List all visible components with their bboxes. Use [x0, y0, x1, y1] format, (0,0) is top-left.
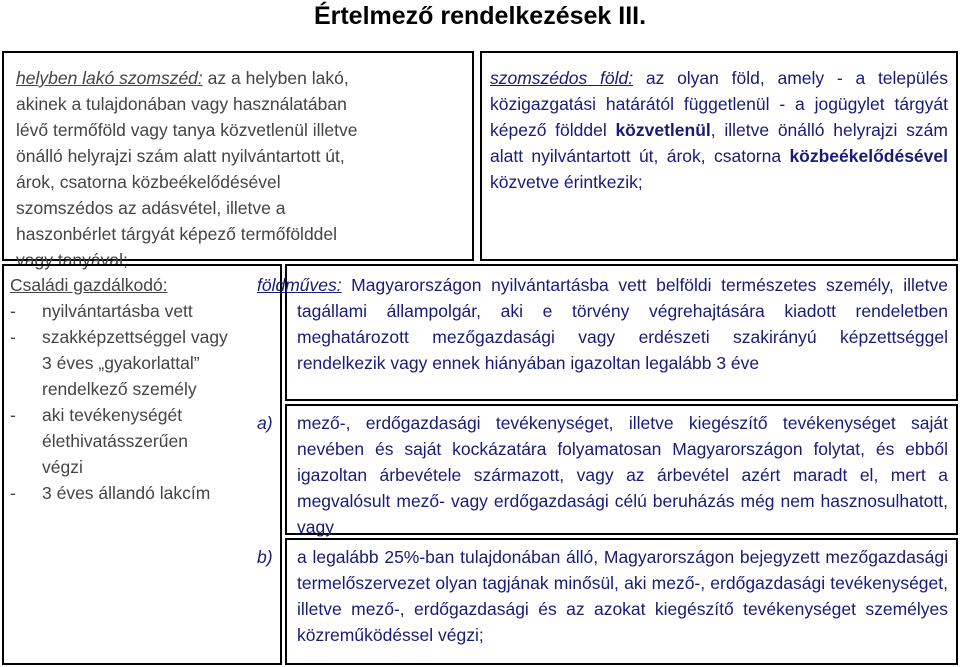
- definition-line: lévő termőföld vagy tanya közvetlenül illetve: [16, 120, 358, 140]
- definition-term: helyben lakó szomszéd:: [16, 68, 203, 88]
- list-item: - aki tevékenységét élethivatásszerűen végzi: [10, 405, 188, 477]
- definition-line: helyben lakó szomszéd: az a helyben lakó,: [16, 68, 349, 88]
- list-item: - szakképzettséggel vagy 3 éves „gyakorlattal” rendelkező személy: [10, 327, 228, 399]
- definition-line: szomszédos az adásvétel, illetve a: [16, 198, 286, 218]
- option-label: a): [257, 413, 273, 433]
- definition-box-foldmuves: [257, 264, 958, 401]
- page-title: Értelmező rendelkezések III.: [313, 2, 647, 30]
- option-text: a legalább 25%-ban tulajdonában álló, Magyarországon bejegyzett mezőgazdasági termelőszervezet olyan tagjának minősül, aki mező-, erdőgazdasági tevékenységet, illetve mező-, erdőgazdasági és az azokat kiegészítő tevékenységet személyes közreműködéssel végzi;: [297, 547, 948, 645]
- definition-line: vagy tanyával;: [16, 250, 128, 270]
- definition-line: akinek a tulajdonában vagy használatában: [16, 94, 347, 114]
- definition-text: az olyan föld, amely - a település közigazgatási határától függetlenül - a jogügylet tárgyát képező földdel: [490, 68, 948, 140]
- definition-box-helyben-lako-szomszed: [2, 51, 474, 270]
- definition-term: földműves:: [257, 275, 342, 295]
- definition-text: Magyarországon nyilvántartásba vett belföldi természetes személy, illetve tagállami állampolgár, aki e törvény végrehajtására kiadott rendeletben meghatározott mezőgazdasági vagy erdészeti szakirányú képzettséggel rendelkezik vagy ennek hiányában igazoltan legalább 3 éve: [297, 275, 948, 373]
- definition-line: haszonbérlet tárgyát képező termőfölddel: [16, 224, 338, 244]
- definition-box-option-a: [257, 404, 958, 537]
- definition-box-csaladi-gazdalkodo: [2, 264, 282, 665]
- definition-term: Családi gazdálkodó:: [10, 275, 168, 295]
- emphasis-text: közbeékelődésével: [789, 146, 948, 166]
- emphasis-text: közvetlenül: [615, 120, 711, 140]
- definition-term: szomszédos föld:: [490, 68, 634, 88]
- definition-line: önálló helyrajzi szám alatt nyilvántartott út,: [16, 146, 345, 166]
- option-text: mező-, erdőgazdasági tevékenységet, illetve kiegészítő tevékenységet saját nevében és saját kockázatára folyamatosan Magyarországon folytat, és ebből igazoltan árbevétele származott, vagy az árbevétel azért maradt el, mert a megvalósult mező- vagy erdőgazdasági célú beruházás még nem hasznosulhatott, vagy: [297, 413, 948, 537]
- definition-box-szomszedos-fold: [480, 51, 958, 261]
- list-item: - 3 éves állandó lakcím: [10, 483, 211, 503]
- option-label: b): [257, 547, 273, 567]
- definition-line: árok, csatorna közbeékelődésével: [16, 172, 281, 192]
- list-item: - nyilvántartásba vett: [10, 301, 193, 321]
- definition-box-option-b: [257, 538, 958, 665]
- definition-text: , illetve önálló helyrajzi szám alatt nyilvántartott út, árok, csatorna: [490, 120, 948, 166]
- definition-text: közvetve érintkezik;: [490, 172, 643, 192]
